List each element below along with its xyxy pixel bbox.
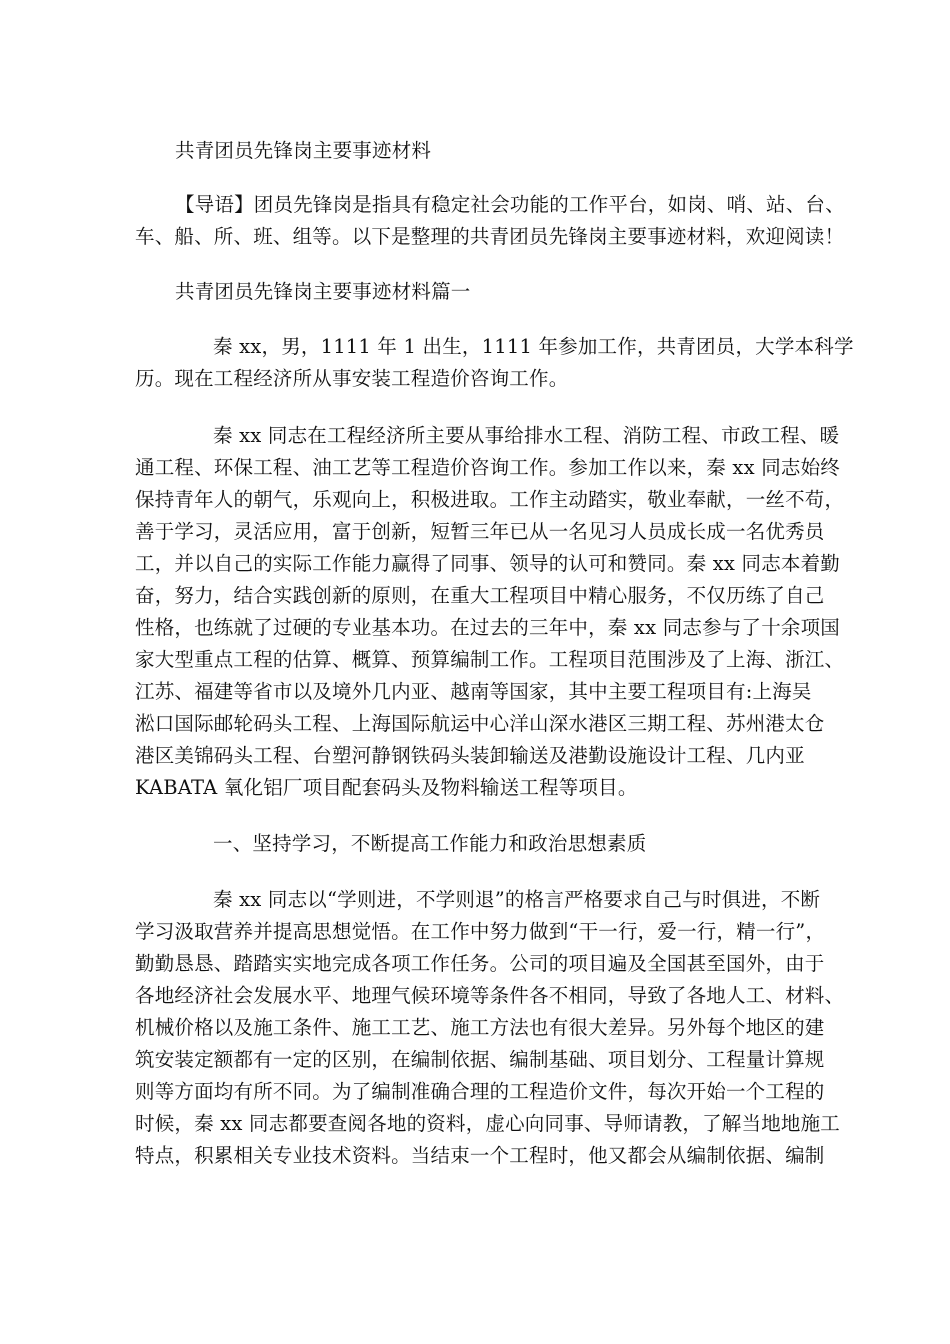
para2-line-12: KABATA 氧化铝厂项目配套码头及物料输送工程等项目。 [135, 776, 638, 799]
para3-line-9: 特点，积累相关专业技术资料。当结束一个工程时，他又都会从编制依据、编制 [135, 1144, 825, 1167]
para2-line-6: 奋，努力，结合实践创新的原则，在重大工程项目中精心服务，不仅历练了自己 [135, 584, 825, 607]
para3-line-7: 则等方面均有所不同。为了编制准确合理的工程造价文件，每次开始一个工程的 [135, 1080, 825, 1103]
para1-line-2: 历。现在工程经济所从事安装工程造价咨询工作。 [135, 367, 569, 390]
para2-line-7: 性格，也练就了过硬的专业基本功。在过去的三年中，秦 xx 同志参与了十余项国 [135, 616, 840, 639]
para3-line-1: 秦 xx 同志以“学则进，不学则退”的格言严格要求自己与时俱进，不断 [213, 888, 821, 911]
intro-line-2: 车、船、所、班、组等。以下是整理的共青团员先锋岗主要事迹材料，欢迎阅读！ [135, 225, 845, 248]
para2-line-10: 淞口国际邮轮码头工程、上海国际航运中心洋山深水港区三期工程、苏州港太仓 [135, 712, 825, 735]
para2-line-8: 家大型重点工程的估算、概算、预算编制工作。工程项目范围涉及了上海、浙江、 [135, 648, 845, 671]
para3-line-6: 筑安装定额都有一定的区别，在编制依据、编制基础、项目划分、工程量计算规 [135, 1048, 825, 1071]
para3-line-3: 勤勤恳恳、踏踏实实地完成各项工作任务。公司的项目遍及全国甚至国外，由于 [135, 952, 825, 975]
document-title: 共青团员先锋岗主要事迹材料 [175, 139, 432, 162]
para3-line-5: 机械价格以及施工条件、施工工艺、施工方法也有很大差异。另外每个地区的建 [135, 1016, 825, 1039]
para2-line-5: 工，并以自己的实际工作能力赢得了同事、领导的认可和赞同。秦 xx 同志本着勤 [135, 552, 840, 575]
heading-1: 一、坚持学习，不断提高工作能力和政治思想素质 [213, 832, 647, 855]
para2-line-1: 秦 xx 同志在工程经济所主要从事给排水工程、消防工程、市政工程、暖 [213, 424, 840, 447]
intro-line-1: 【导语】团员先锋岗是指具有稳定社会功能的工作平台，如岗、哨、站、台、 [175, 193, 845, 216]
para1-line-1: 秦 xx，男，1111 年 1 出生，1111 年参加工作，共青团员，大学本科学 [213, 335, 854, 358]
para2-line-11: 港区美锦码头工程、台塑河静钢铁码头装卸输送及港勤设施设计工程、几内亚 [135, 744, 805, 767]
para2-line-4: 善于学习，灵活应用，富于创新，短暂三年已从一名见习人员成长成一名优秀员 [135, 520, 825, 543]
para2-line-3: 保持青年人的朝气，乐观向上，积极进取。工作主动踏实，敬业奉献，一丝不苟， [135, 488, 845, 511]
para3-line-4: 各地经济社会发展水平、地理气候环境等条件各不相同，导致了各地人工、材料、 [135, 984, 845, 1007]
para3-line-8: 时候，秦 xx 同志都要查阅各地的资料，虚心向同事、导师请教，了解当地地施工 [135, 1112, 840, 1135]
para3-line-2: 学习汲取营养并提高思想觉悟。在工作中努力做到“干一行，爱一行，精一行”， [135, 920, 826, 943]
para2-line-2: 通工程、环保工程、油工艺等工程造价咨询工作。参加工作以来，秦 xx 同志始终 [135, 456, 840, 479]
para2-line-9: 江苏、福建等省市以及境外几内亚、越南等国家，其中主要工程项目有:上海吴 [135, 680, 812, 703]
section-title: 共青团员先锋岗主要事迹材料篇一 [175, 280, 471, 303]
